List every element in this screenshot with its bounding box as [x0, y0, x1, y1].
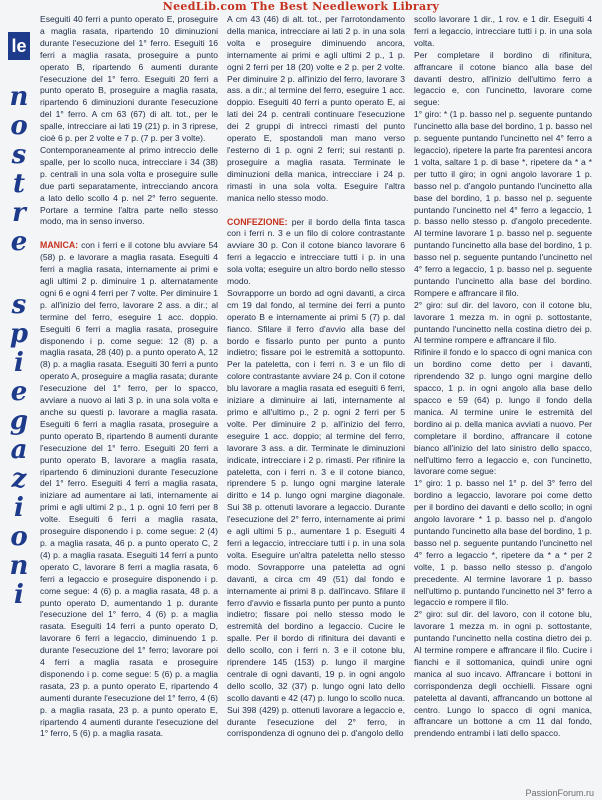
- paragraph-text: scollo lavorare 1 dir., 1 rov. e 1 dir. Eseguiti 4 ferri a legaccio, intrecciare tutti i p. in una sola volta.: [414, 14, 592, 48]
- paragraph-text: 1° giro: 1 p. basso nel 1° p. del 3° ferro del bordino a legaccio, lavorare poi come detto per il bordino dei davanti e dello scollo; in ogni angolo lavorare * 1 p. basso nel p. d'angolo puntando l'uncinetto alla base del bordino, 1 p. basso nel p. seguente puntando l'uncinetto nel 4° ferro a legaccio *, ripetere da * a * per 2 volte, 1 p. basso nello stesso p. d'angolo precedente. Al termine lavorare 1 p. basso nell'ultimo p. puntando l'uncinetto nel 3° ferro a legaccio e rompere il filo.: [414, 478, 592, 608]
- section-heading: MANICA:: [40, 240, 79, 251]
- paragraph-spacer: [227, 205, 405, 217]
- vertical-title-letter: n: [9, 82, 29, 112]
- vertical-title-letter: p: [9, 319, 29, 349]
- instructions-body: [40, 14, 592, 784]
- instruction-paragraph: [40, 145, 218, 228]
- section-heading: CONFEZIONE:: [227, 216, 288, 227]
- instruction-paragraph: [227, 288, 405, 740]
- instruction-paragraph: [227, 217, 405, 288]
- vertical-title-letter: i: [14, 348, 24, 378]
- paragraph-text: Eseguiti 40 ferri a punto operato E, proseguire a maglia rasata, ripartendo 10 diminuzioni durante l'esecuzione del 1° ferro. Eseguiti 16 ferri a maglia rasata, proseguire a punto operato B, ripartendo 6 aumenti durante l'esecuzione del 1° ferro. Eseguiti 20 ferri a punto operato B, proseguire a maglia rasata, ripartendo 6 diminuzioni durante l'esecuzione del 1° ferro. A cm 63 (67) di alt. tot., per le spalle, intrecciare ai lati 19 (21) p. in 3 riprese, cioè 6 p. per 2 volte e 7 p. (7 p. per 3 volte).: [40, 14, 218, 144]
- vertical-title-letter: g: [9, 406, 29, 436]
- instruction-paragraph: [40, 240, 218, 740]
- vertical-title-letter: i: [14, 580, 24, 610]
- section-tag: le: [8, 32, 30, 60]
- site-watermark-top: NeedLib.com The Best Needlework Library: [162, 0, 440, 13]
- vertical-title-letter: z: [11, 464, 27, 494]
- paragraph-text: A cm 43 (46) di alt. tot., per l'arrotondamento della manica, intrecciare ai lati 2 p. in una sola volta e proseguire diminuendo ancora, internamente ai primi e agli ultimi 2 p., 1 p. ogni 2 ferri per 18 (20) volte e 2 p. per 2 volte. Per diminuire 2 p. all'inizio del ferro, lavorare 3 ass. a dir.; al termine del ferro, eseguire 1 acc. doppio. Eseguiti 40 ferri a punto operato E, ai lati dei 24 p. centrali continuare l'esecuzione dei 2 gruppi di intrecci rimasti del punto operato E, spostandoli man mano verso l'esterno di 1 p. ogni 2 ferri; sui restanti p. proseguire a maglia rasata. Terminate le diminuzioni della manica, intrecciare i 24 p. rimasti in una sola volta. Eseguire l'altra manica nello stesso modo.: [227, 14, 405, 203]
- vertical-title-letter: t: [12, 169, 25, 199]
- text-column-1: [40, 14, 218, 784]
- vertical-title-letter: e: [10, 377, 28, 407]
- paragraph-text: Rifinire il fondo e lo spacco di ogni manica con un bordino come detto per i davanti, riprendendo 32 p. lungo ogni margine dello spacco, 1 p. in ogni angolo alla base dello spacco e 59 (64) p. lungo il fondo della manica. Al termine unire le estremità del bordino ai p. della manica avviati a nuovo. Per completare il bordino, affrancare il cotone bianco all'inizio del lato sinistro dello spacco, nell'ultimo ferro a legaccio e, con l'uncinetto, lavorare come segue:: [414, 347, 592, 477]
- vertical-title-letter: s: [11, 140, 27, 170]
- paragraph-text: Sovrapporre un bordo ad ogni davanti, a circa cm 19 dal fondo, al termine dei ferri a punto operato B e internamente ai primi 5 (7) p. dal fianco. Sfilare il ferro d'avvio alla base del bordo e fissarlo punto per punto a punto indietro; fissare poi le estremità a sottopunto. Per la pateletta, con i ferri n. 3 e un filo di colore contrastante avviare 24 p. Con il cotone blu lavorare a maglia rasata ed eseguiti 6 ferri, iniziare a diminuire ai lati, internamente al primo e all'ultimo p., 2 p. ogni 2 ferri per 5 volte. Per diminuire 2 p. all'inizio del ferro, eseguire 1 acc. doppio; al termine del ferro, lavorare 3 ass. a dir. Terminate le diminuzioni indicate, intrecciare i 2 p. rimasti. Per rifinire la pateletta, con i ferri n. 3 e il cotone bianco, riprendere 5 p. lungo ogni margine laterale diritto e 14 p. lungo ogni margine diagonale. Sui 38 p. ottenuti lavorare a legaccio. Durante l'esecuzione del 2° ferro, internamente ai primi e agli ultimi 5 p., aumentare 1 p. Eseguiti 4 ferri a legaccio, intrecciare tutti i p. in una sola volta. Eseguire un'altra pateletta nello stesso modo. Sovrapporre una pateletta ad ogni davanti, a circa cm 49 (51) dal fondo e internamente ai primi 8 p. dall'incavo. Sfilare il ferro d'avvio e fissarla punto per punto a punto indietro; fissare poi nello stesso modo le estremità del bordino a legaccio. Cucire le spalle. Per il bordo di rifinitura dei davanti e dello scollo, con i ferri n. 3 e il cotone blu, riprendere 145 (153) p. lungo il margine centrale di ogni davanti, 19 p. in ogni angolo dello scollo, 32 (37) p. lungo ogni lato dello scollo davanti e 42 (47) p. lungo lo scollo nuca. Sui 398 (429) p. ottenuti lavorare a legaccio e, durante l'esecuzione del 2° ferro, in corrispondenza di ognuno dei p. d'angolo dello: [227, 287, 405, 739]
- instruction-paragraph: [414, 478, 592, 609]
- vertical-title-letter: r: [12, 198, 26, 228]
- instruction-paragraph: [414, 50, 592, 110]
- paragraph-text: per il bordo della finta tasca con i ferri n. 3 e un filo di colore contrastante avviare 30 p. Con il cotone bianco lavorare 6 ferri a legaccio e intrecciare tutti i p. in una sola volta; eseguire un altro bordo nello stesso modo.: [227, 216, 405, 287]
- vertical-title-letter: s: [11, 290, 27, 320]
- vertical-title-letter: o: [10, 111, 28, 141]
- vertical-section-title: [8, 84, 30, 611]
- paragraph-text: Contemporaneamente al primo intreccio delle spalle, per lo scollo nuca, intrecciare i 34 (38) p. centrali in una sola volta e proseguire sulle due parti separatamente, intrecciando ancora a lato dello scollo 4 p. nel 2° ferro seguente. Portare a termine l'altra parte nello stesso modo, ma in senso inverso.: [40, 144, 218, 227]
- instruction-paragraph: [414, 300, 592, 348]
- paragraph-text: 2° giro: sul dir. del lavoro, con il cotone blu, lavorare 1 mezza m. in ogni p. sottostante, puntando l'uncinetto nella costina dietro dei p. Al termine rompere e affrancare il filo.: [414, 299, 592, 346]
- instruction-paragraph: [414, 347, 592, 478]
- instruction-paragraph: [414, 14, 592, 50]
- text-column-2: [227, 14, 405, 784]
- paragraph-text: 2° giro: sul dir. del lavoro, con il cotone blu, lavorare 1 mezza m. in ogni p. sottostante, puntando l'uncinetto nella costina dietro dei p. Al termine rompere e affrancare il filo. Cucire i fianchi e il sottomanica, quindi unire ogni manica al suo incavo. Affrancare i bottoni in corrispondenza degli occhielli. Fissare ogni pateletta al davanti, affrancando un bottone al centro. Lungo lo spacco di ogni manica, affrancare un bottone a cm 11 dal fondo, prendendo entrambi i lati dello spacco.: [414, 609, 592, 739]
- instruction-paragraph: [414, 609, 592, 740]
- vertical-title-letter: e: [10, 227, 28, 257]
- instruction-paragraph: [40, 14, 218, 145]
- text-column-3: [414, 14, 592, 784]
- side-strip: [0, 14, 36, 800]
- paragraph-spacer: [40, 228, 218, 240]
- vertical-title-letter: a: [10, 435, 28, 465]
- site-watermark-bottom: PassionForum.ru: [525, 788, 594, 798]
- vertical-title-letter: o: [10, 522, 28, 552]
- vertical-title-letter: i: [14, 493, 24, 523]
- instruction-paragraph: [414, 109, 592, 300]
- paragraph-text: 1° giro: * (1 p. basso nel p. seguente puntando l'uncinetto alla base del bordino, 1 p. basso nel p. seguente puntando l'uncinetto nel 4° ferro a legaccio), ripetere la parte fra parentesi ancora 1 volta, saltare 1 p. di base *, ripetere da * a * per tutto il giro; in ogni angolo lavorare 1 p. basso nel p. d'angolo puntando l'uncinetto alla base del bordino, 1 p. basso nel p. seguente puntando l'uncinetto nel 4° ferro a legaccio, 1 p. basso nello stesso p. d'angolo precedente. Al termine lavorare 1 p. basso nel p. seguente puntando l'uncinetto alla base del bordino, 1 p. basso nel p. seguente puntando l'uncinetto nel 4° ferro a legaccio, 1 p. basso nel p. seguente puntando l'uncinetto alla base del bordino. Rompere e affrancare il filo.: [414, 109, 592, 298]
- paragraph-text: Per completare il bordino di rifinitura, affrancare il cotone bianco alla base del davanti destro, all'inizio dell'ultimo ferro a legaccio e, con l'uncinetto, lavorare come segue:: [414, 49, 592, 108]
- instruction-paragraph: [227, 14, 405, 205]
- paragraph-text: con i ferri e il cotone blu avviare 54 (58) p. e lavorare a maglia rasata. Eseguiti 4 ferri a maglia rasata, internamente ai primi e agli ultimi 2 p. diminuire 1 p. alternatamente ogni 6 e ogni 4 ferri per 7 volte. Per diminuire 1 p. all'inizio del ferro, lavorare 2 ass. a dir.; al termine del ferro, eseguire 1 acc. doppio. Eseguiti 6 ferri a maglia rasata, proseguire disponendo i p. come segue: 12 (8) p. a maglia rasata, 28 (40) p. a punto operato A, 12 (8) p. a maglia rasata. Eseguiti 30 ferri a punto operato A, proseguire a maglia rasata; durante l'esecuzione del 1° ferro, per lo spacco, avviare a nuovo ai lati 3 p. in una sola volta e anche su questi p. lavorare a maglia rasata. Eseguiti 6 ferri a maglia rasata, proseguire a punto operato B, ripartendo 8 aumenti durante l'esecuzione del 1° ferro. Eseguiti 20 ferri a punto operato B, lavorare a maglia rasata, ripartendo 6 diminuzioni durante l'esecuzione del 1° ferro. Eseguiti 4 ferri a maglia rasata, iniziare ad aumentare ai lati, internamente ai primi e agli ultimi 2 p., 1 p. ogni 10 ferri per 8 volte. Eseguiti 6 ferri a maglia rasata, proseguire disponendo i p. come segue: 2 (4) p. a maglia rasata, 46 p. a punto operato C, 2 (4) p. a maglia rasata. Eseguiti 14 ferri a punto operato C, lavorare 8 ferri a maglia rasata, 6 ferri a legaccio e proseguire disponendo i p. come segue: 4 (6) p. a maglia rasata, 48 p. a punto operato D, aumentando 1 p. durante l'esecuzione del 1° ferro, 4 (6) p. a maglia rasata. Eseguiti 14 ferri a punto operato D, lavorare 6 ferri a legaccio, diminuendo 1 p. durante l'esecuzione del 1° ferro; lavorare poi 4 ferri a maglia rasata e proseguire disponendo i p. come segue: 5 (6) p. a maglia rasata, 23 p. a punto operato E, ripartendo 4 aumenti durante l'esecuzione del 1° ferro, 4 (6) p. a maglia rasata, 23 p. a punto operato E, ripartendo 4 aumenti durante l'esecuzione del 1° ferro, 5 (6) p. a maglia rasata.: [40, 240, 218, 739]
- vertical-title-letter: n: [9, 551, 29, 581]
